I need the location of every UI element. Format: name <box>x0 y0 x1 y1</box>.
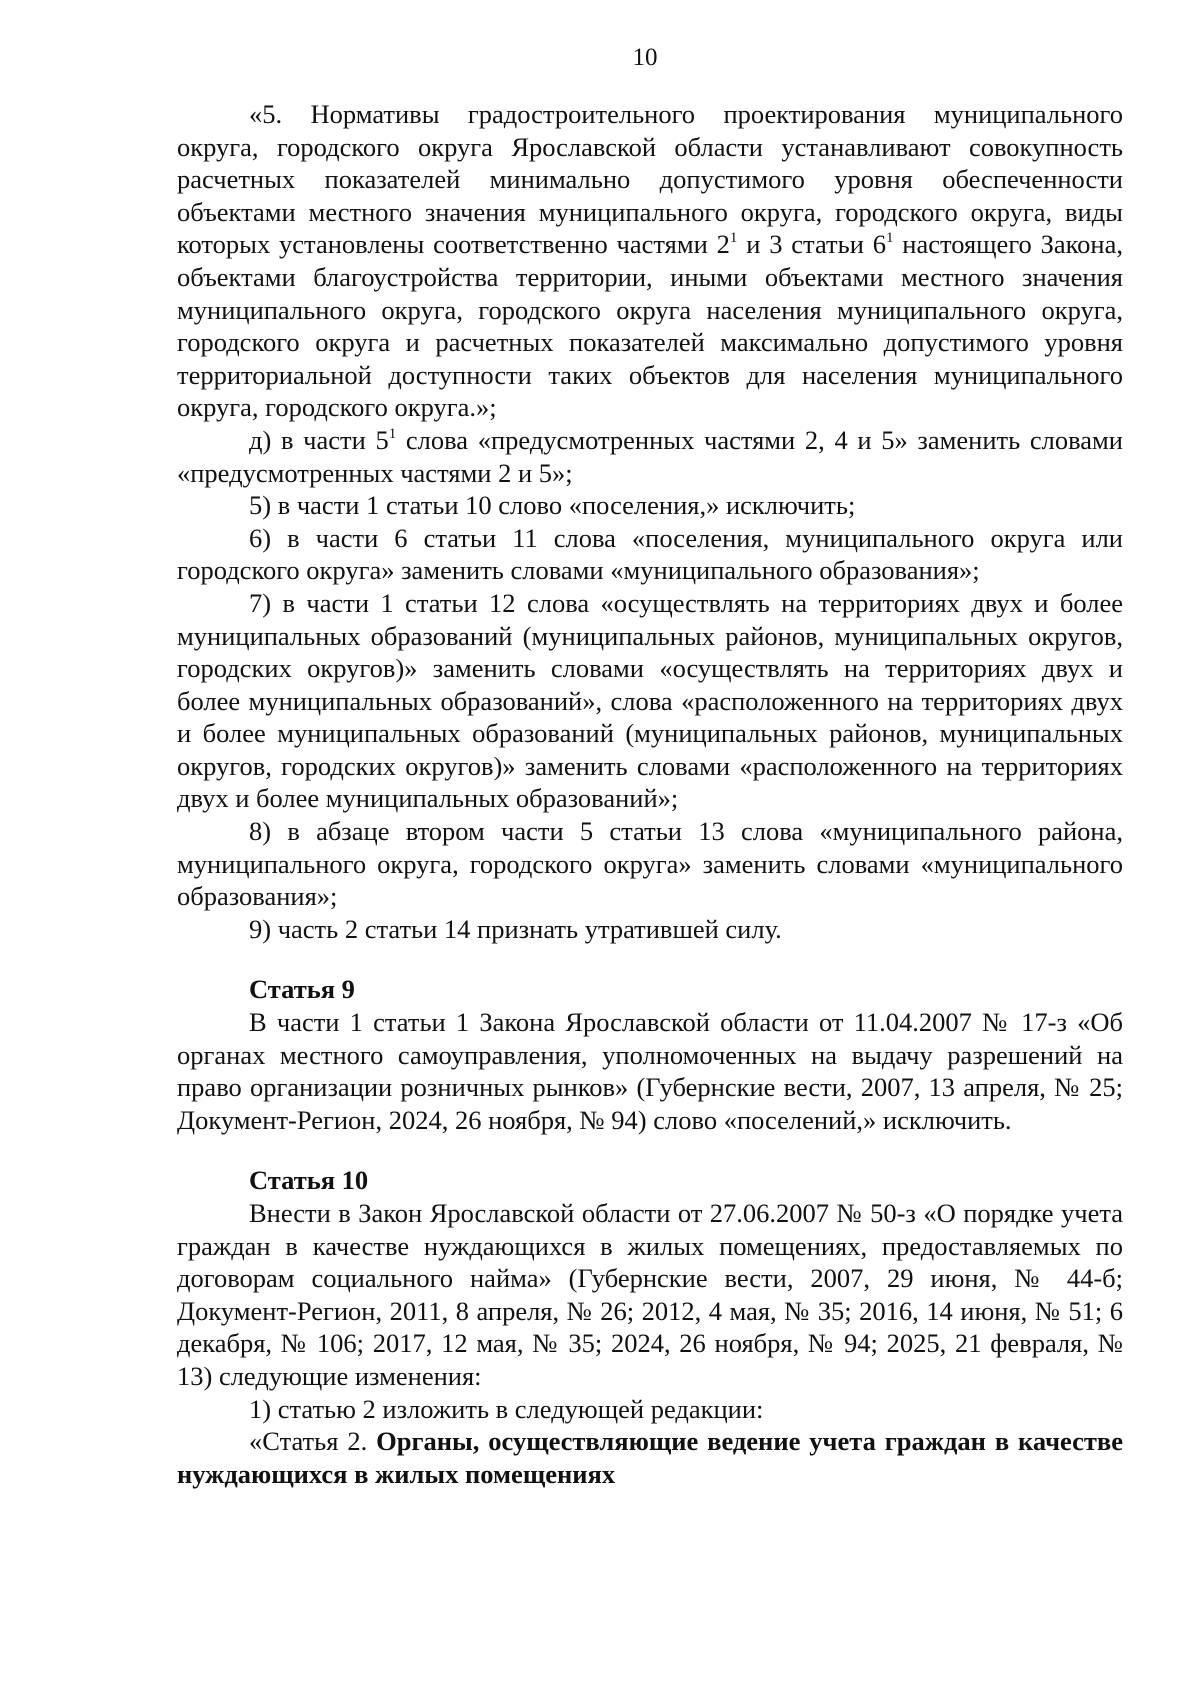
article-10-heading: Статья 10 <box>249 1165 369 1196</box>
document-body <box>177 98 1123 1490</box>
article-10-quote: «Статья 2. Органы, осуществляющие ведение учета граждан в качестве нуждающихся в жилых помещениях <box>177 1426 1123 1489</box>
article-9-heading: Статья 9 <box>249 974 355 1005</box>
page-number: 10 <box>632 44 658 71</box>
paragraph-item-5: 5) в части 1 статьи 10 слово «поселения,» исключить; <box>249 490 856 521</box>
article-9-text: В части 1 статьи 1 Закона Ярославской области от 11.04.2007 № 17-з «Об органах местного самоуправления, уполномоченных на выдачу разрешений на право организации розничных рынков» (Губернские вести, 2007, 13 апреля, № 25; Документ-Регион, 2024, 26 ноября, № 94) слово «поселений,» исключить. <box>177 1007 1123 1135</box>
paragraph-item-9: 9) часть 2 статьи 14 признать утратившей силу. <box>249 913 782 944</box>
paragraph-item-7: 7) в части 1 статьи 12 слова «осуществлять на территориях двух и более муниципальных образований (муниципальных районов, муниципальных округов, городских округов)» заменить словами «осуществлять на территориях двух и более муниципальных образований», слова «расположенного на территориях двух и более муниципальных образований (муниципальных районов, муниципальных округов, городских округов)» заменить словами «расположенного на территориях двух и более муниципальных образований»; <box>177 587 1123 814</box>
paragraph-item-d: д) в части $5^1$ слова «предусмотренных частями 2, 4 и 5» заменить словами «предусмотренных частями 2 и 5»; <box>177 424 1123 488</box>
quoted-article-title: Органы, осуществляющие ведение учета граждан в качестве нуждающихся в жилых помещениях <box>177 1426 1123 1489</box>
paragraph-item-6: 6) в части 6 статьи 11 слова «поселения, муниципального округа или городского округа» заменить словами «муниципального образования»; <box>177 522 1123 586</box>
paragraph-standards: «5. Нормативы градостроительного проектирования муниципального округа, городского округа Ярославской области устанавливают совокупность расчетных показателей минимально допустимого уровня обеспеченности объектами местного значения муниципального округа, городского округа, виды которых установлены соответственно частями $2^1$ и 3 статьи $6^1$ настоящего Закона, объектами благоустройства территории, иными объектами местного значения муниципального округа, городского округа населения муниципального округа, городского округа и расчетных показателей максимально допустимого уровня территориальной доступности таких объектов для населения муниципального округа, городского округа.»; <box>177 99 1123 423</box>
article-10-item-1: 1) статью 2 изложить в следующей редакции: <box>249 1393 764 1424</box>
article-10-text: Внести в Закон Ярославской области от 27.06.2007 № 50-з «О порядке учета граждан в качестве нуждающихся в жилых помещениях, предоставляемых по договорам социального найма» (Губернские вести, 2007, 29 июня, № 44-б; Документ-Регион, 2011, 8 апреля, № 26; 2012, 4 мая, № 35; 2016, 14 июня, № 51; 6 декабря, № 106; 2017, 12 мая, № 35; 2024, 26 ноября, № 94; 2025, 21 февраля, № 13) следующие изменения: <box>177 1198 1123 1391</box>
paragraph-item-8: 8) в абзаце втором части 5 статьи 13 слова «муниципального района, муниципального округа, городского округа» заменить словами «муниципального образования»; <box>177 816 1123 912</box>
